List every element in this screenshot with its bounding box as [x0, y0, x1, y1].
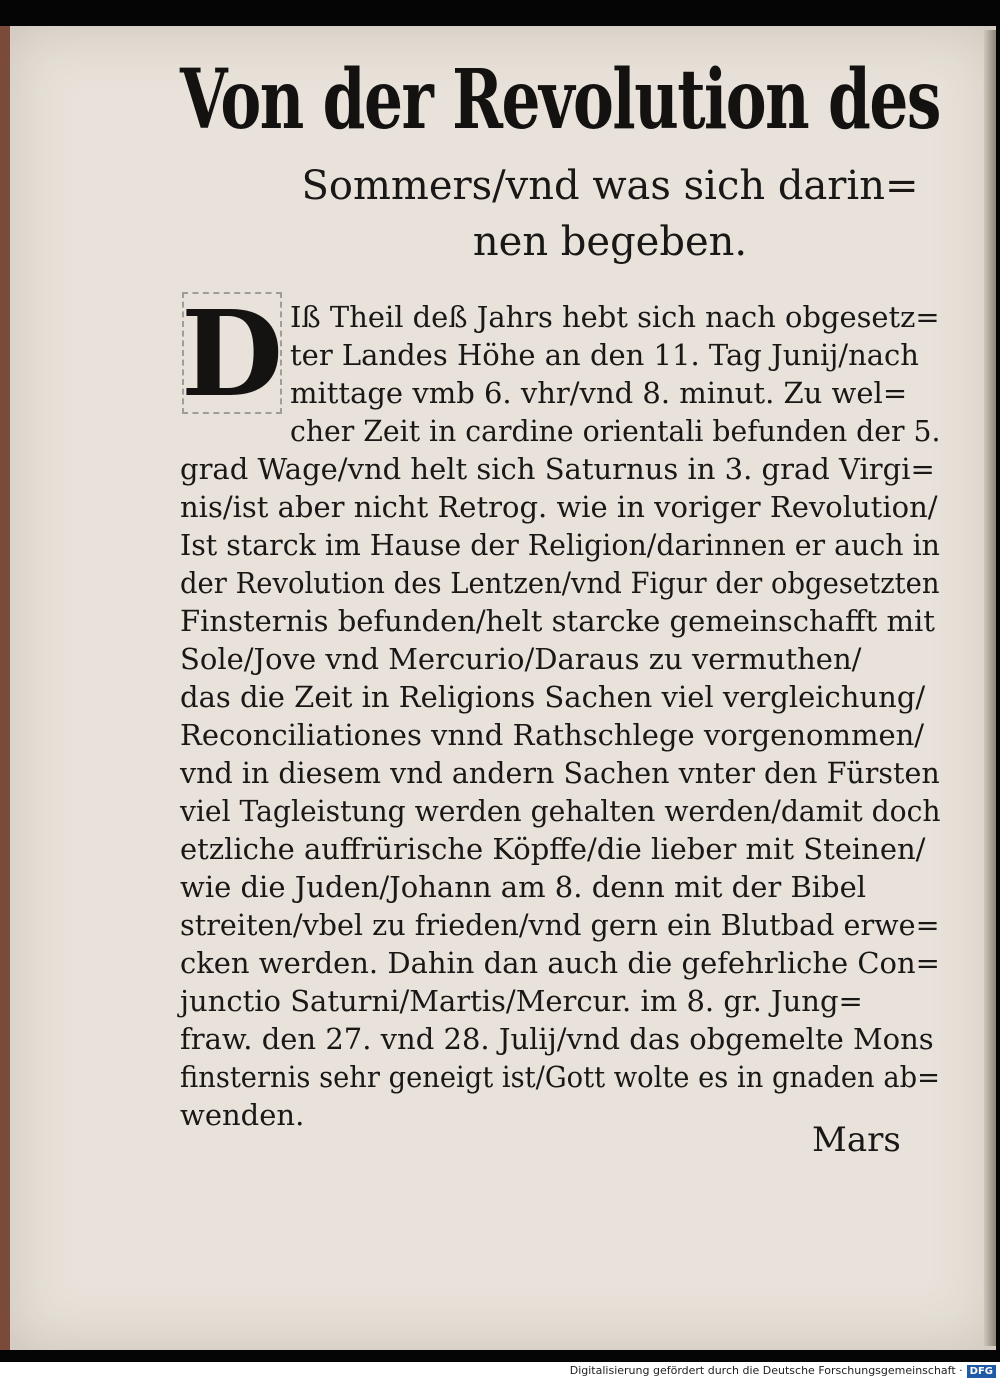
text-line: finsternis sehr geneigt ist/Gott wolte es in gnaden ab=: [180, 1060, 940, 1094]
text-line: grad Wage/vnd helt sich Saturnus in 3. grad Virgi=: [180, 452, 935, 486]
text-line: wie die Juden/Johann am 8. denn mit der Bibel: [180, 870, 867, 904]
text-line: Iß Theil deß Jahrs hebt sich nach obgesetz=: [290, 300, 940, 334]
text-line: vnd in diesem vnd andern Sachen vnter den Fürsten: [180, 756, 940, 790]
text-line: Reconciliationes vnnd Rathschlege vorgenommen/: [180, 718, 925, 752]
text-line: streiten/vbel zu frieden/vnd gern ein Blutbad erwe=: [180, 908, 940, 942]
text-line: mittage vmb 6. vhr/vnd 8. minut. Zu wel=: [290, 376, 908, 410]
text-line: junctio Saturni/Martis/Mercur. im 8. gr. Jung=: [180, 984, 863, 1018]
digitization-credit: [560, 1364, 996, 1378]
dfg-logo-icon: DFG: [967, 1365, 996, 1378]
text-line: Sole/Jove vnd Mercurio/Daraus zu vermuthen/: [180, 642, 862, 676]
text-line: der Revolution des Lentzen/vnd Figur der obgesetzten: [180, 566, 940, 600]
text-line: Ist starck im Hause der Religion/darinnen er auch in: [180, 528, 940, 562]
text-line: fraw. den 27. vnd 28. Julij/vnd das obgemelte Mons: [180, 1022, 934, 1056]
text-line: cher Zeit in cardine orientali befunden der 5.: [290, 414, 941, 448]
catchword: Mars: [812, 1120, 901, 1160]
credit-text: Digitalisierung gefördert durch die Deutsche Forschungsgemeinschaft ·: [569, 1364, 963, 1377]
subtitle-line-1: Sommers/vnd was sich darin=: [301, 163, 919, 209]
page-title: Von der Revolution des: [180, 52, 940, 148]
text-line: das die Zeit in Religions Sachen viel vergleichung/: [180, 680, 926, 714]
subtitle-line-2: nen begeben.: [472, 219, 748, 265]
text-line: etzliche auffrürische Köpffe/die lieber mit Steinen/: [180, 832, 926, 866]
text-line: viel Tagleistung werden gehalten werden/damit doch: [180, 794, 941, 828]
text-line: Finsternis befunden/helt starcke gemeinschafft mit: [180, 604, 935, 638]
text-line: ter Landes Höhe an den 11. Tag Junij/nach: [290, 338, 919, 372]
decorated-initial: D: [180, 283, 284, 423]
text-line: nis/ist aber nicht Retrog. wie in voriger Revolution/: [180, 490, 938, 524]
page-subtitle: [230, 158, 990, 270]
text-line: cken werden. Dahin dan auch die gefehrliche Con=: [180, 946, 940, 980]
page-edge-left: [0, 26, 10, 1350]
text-line: wenden.: [180, 1098, 305, 1132]
